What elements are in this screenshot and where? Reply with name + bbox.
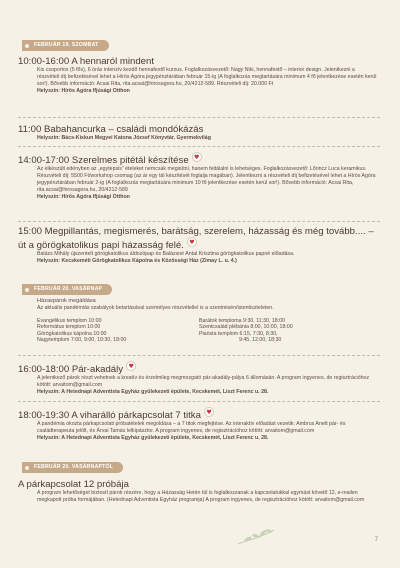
event-location: Helyszín: A Hetednapi Adventista Egyház gyülekezeti épülete, Kecskemét, Liszt Ferenc u. 28.	[37, 389, 269, 395]
schedule-entry: Szentcsalád plébánia 8:00, 10:00, 18:00	[199, 324, 293, 331]
event-title: 14:00-17:00 Szerelmes pitétál készítése♥	[18, 152, 378, 166]
event-description: Kis csoportos (5 fős), 6 órás intenzív kezdő hennafestő kurzus. Foglalkozásvezető: Nagy Niki, hennafestő – interior design. Jelentkezni a részvételi díj befizetésével lehet a Hírös Agóra jegypénztárában február 15-ig (A foglalkozás megtartására minimum 4 fő jelentkezése esetén kerül sor!). Bővebb információ: Acsai Rita, rita.acsai@hirosagora.hu, 20/4212-589. Részvételi díj: 20.000 Ft	[37, 67, 377, 87]
event-title: A párkapcsolat 12 próbája	[18, 479, 129, 490]
schedule-entry: Evangélikus templom 10:00	[37, 318, 102, 324]
date-tab: FEBRUÁR 20. VASÁRNAPTÓL	[22, 462, 123, 473]
leaf-ornament-icon	[236, 526, 276, 548]
divider	[18, 146, 380, 147]
event-location: Helyszín: Bács-Kiskun Megyei Katona József Könyvtár, Gyermekvilág	[37, 135, 211, 141]
event-description: Balázs Mihály újszentelt görögkatolikus áldozópap és Balázsné Antal Krisztina görögkatolikus papné előadása.	[37, 251, 295, 257]
heart-icon	[126, 361, 136, 371]
event-hazasparok	[18, 298, 378, 312]
event-title: 10:00-16:00 A hennaról mindent	[18, 56, 155, 67]
event-title: Házaspárok megáldása	[37, 298, 96, 304]
date-tab: FEBRUÁR 19. SZOMBAT	[22, 40, 109, 51]
event-location: Helyszín: Hírös Agóra Ifjúsági Otthon	[37, 194, 130, 200]
event-location: Helyszín: Kecskeméti Görögkatolikus Kápolna és Közösségi Ház (Zimay L. u. 4.)	[37, 258, 237, 264]
divider	[18, 401, 380, 402]
heart-icon	[187, 237, 197, 247]
schedule-entry: Barátok temploma 9:30, 11:30, 18:00	[199, 318, 285, 324]
schedule-entry: Református templom 10:00	[37, 324, 101, 331]
mass-schedule	[37, 318, 367, 346]
date-tab: FEBRUÁR 20. VASÁRNAP	[22, 284, 112, 295]
schedule-entry: 9:45, 12:00, 18:30	[239, 337, 282, 344]
event-title: 18:00-19:30 A viharálló párkapcsolat 7 titka♥	[18, 407, 378, 421]
event-par-akadaly	[18, 361, 378, 396]
schedule-left-column	[37, 318, 126, 344]
schedule-entry: Nagytemplom 7:00, 9:00, 10:30, 18:00	[37, 337, 127, 344]
event-gorogkatolikus	[18, 226, 380, 265]
heart-icon	[192, 152, 202, 162]
event-location: Helyszín: Hírös Agóra Ifjúsági Otthon	[37, 88, 130, 94]
event-title: 11:00 Babahancurka – családi mondókázás	[18, 124, 204, 135]
event-title: 16:00-18:00 Pár-akadály♥	[18, 361, 378, 375]
event-description: Az aktuális pandémiás szabályok betartásával személyes részvétellel is a szentmisén/istentiszteleten.	[37, 305, 274, 311]
heart-icon	[204, 407, 214, 417]
page-number: 7	[374, 537, 378, 543]
divider	[18, 117, 380, 118]
event-pitetal	[18, 152, 378, 201]
event-description: A jelentkező párok részt vehetnek a kreatív és érzelmileg megmozgató pár-akadály-pálya 6 állomásán. A program ingyenes, de regisztrációhoz kötött: arvaitom@gmail.com	[37, 375, 370, 388]
schedule-right-column	[199, 318, 293, 344]
divider	[18, 355, 380, 356]
schedule-entry: Piarista templom 6:15, 7:30, 8:30,	[199, 330, 278, 337]
event-title: 15:00 Megpillantás, megismerés, barátság, szerelem, házasság és még tovább.... – út a görögkatolikus papi házasság felé.♥	[18, 226, 380, 251]
event-viharallo	[18, 407, 378, 442]
divider	[18, 221, 380, 222]
event-description: Az elkészült edényben az „egytepsis” ételeket nemcsak megsütni, hanem feltálalni is lehetséges. Foglalkozásvezető: Lőrincz Luca keramikus. Részvételi díj: 5500 Ft/workshop csomag (az ár egy tál készítését foglalja magában). Jelentkezni a részvételi díj befizetésével lehet a Hírös Agóra jegypénztárában február 2-ig (A foglalkozás megtartására minimum 10 fő jelentkezése esetén kerül sor!). Bővebb információ: Acsai Rita, rita.acsai@hirosagora.hu, 20/4212-589	[37, 166, 376, 193]
event-12-probaja	[18, 479, 378, 504]
event-babahancurka	[18, 124, 378, 142]
event-location: Helyszín: A Hetednapi Adventista Egyház gyülekezeti épülete, Kecskemét, Liszt Ferenc u. 28.	[37, 435, 269, 441]
event-description: A pandémia okozta párkapcsolati próbatételek megoldása – a 7 titok megfejtése. Az interaktív előadást vezetik: Ambrus Anett pár- és családterapeuta jelölt, és Árvai Tamás lelkipásztor. A program ingyenes, de regisztrációhoz kötött: arvaitom@gmail.com	[37, 421, 346, 434]
schedule-entry: Görögkatolikus kápolna 10:00	[37, 330, 107, 337]
event-description: A program lehetőséget biztosít párok részére, hogy a Házasság Hetén túl is foglalkozzanak a kapcsolatukkal egymást követő 12, e-mailen megkapott próba formájában. (Hetednapi Adventista Egyház programja) A program ingyenes, de regisztrációhoz kötött: arvaitom@gmail.com	[37, 490, 365, 503]
event-henna	[18, 56, 378, 95]
